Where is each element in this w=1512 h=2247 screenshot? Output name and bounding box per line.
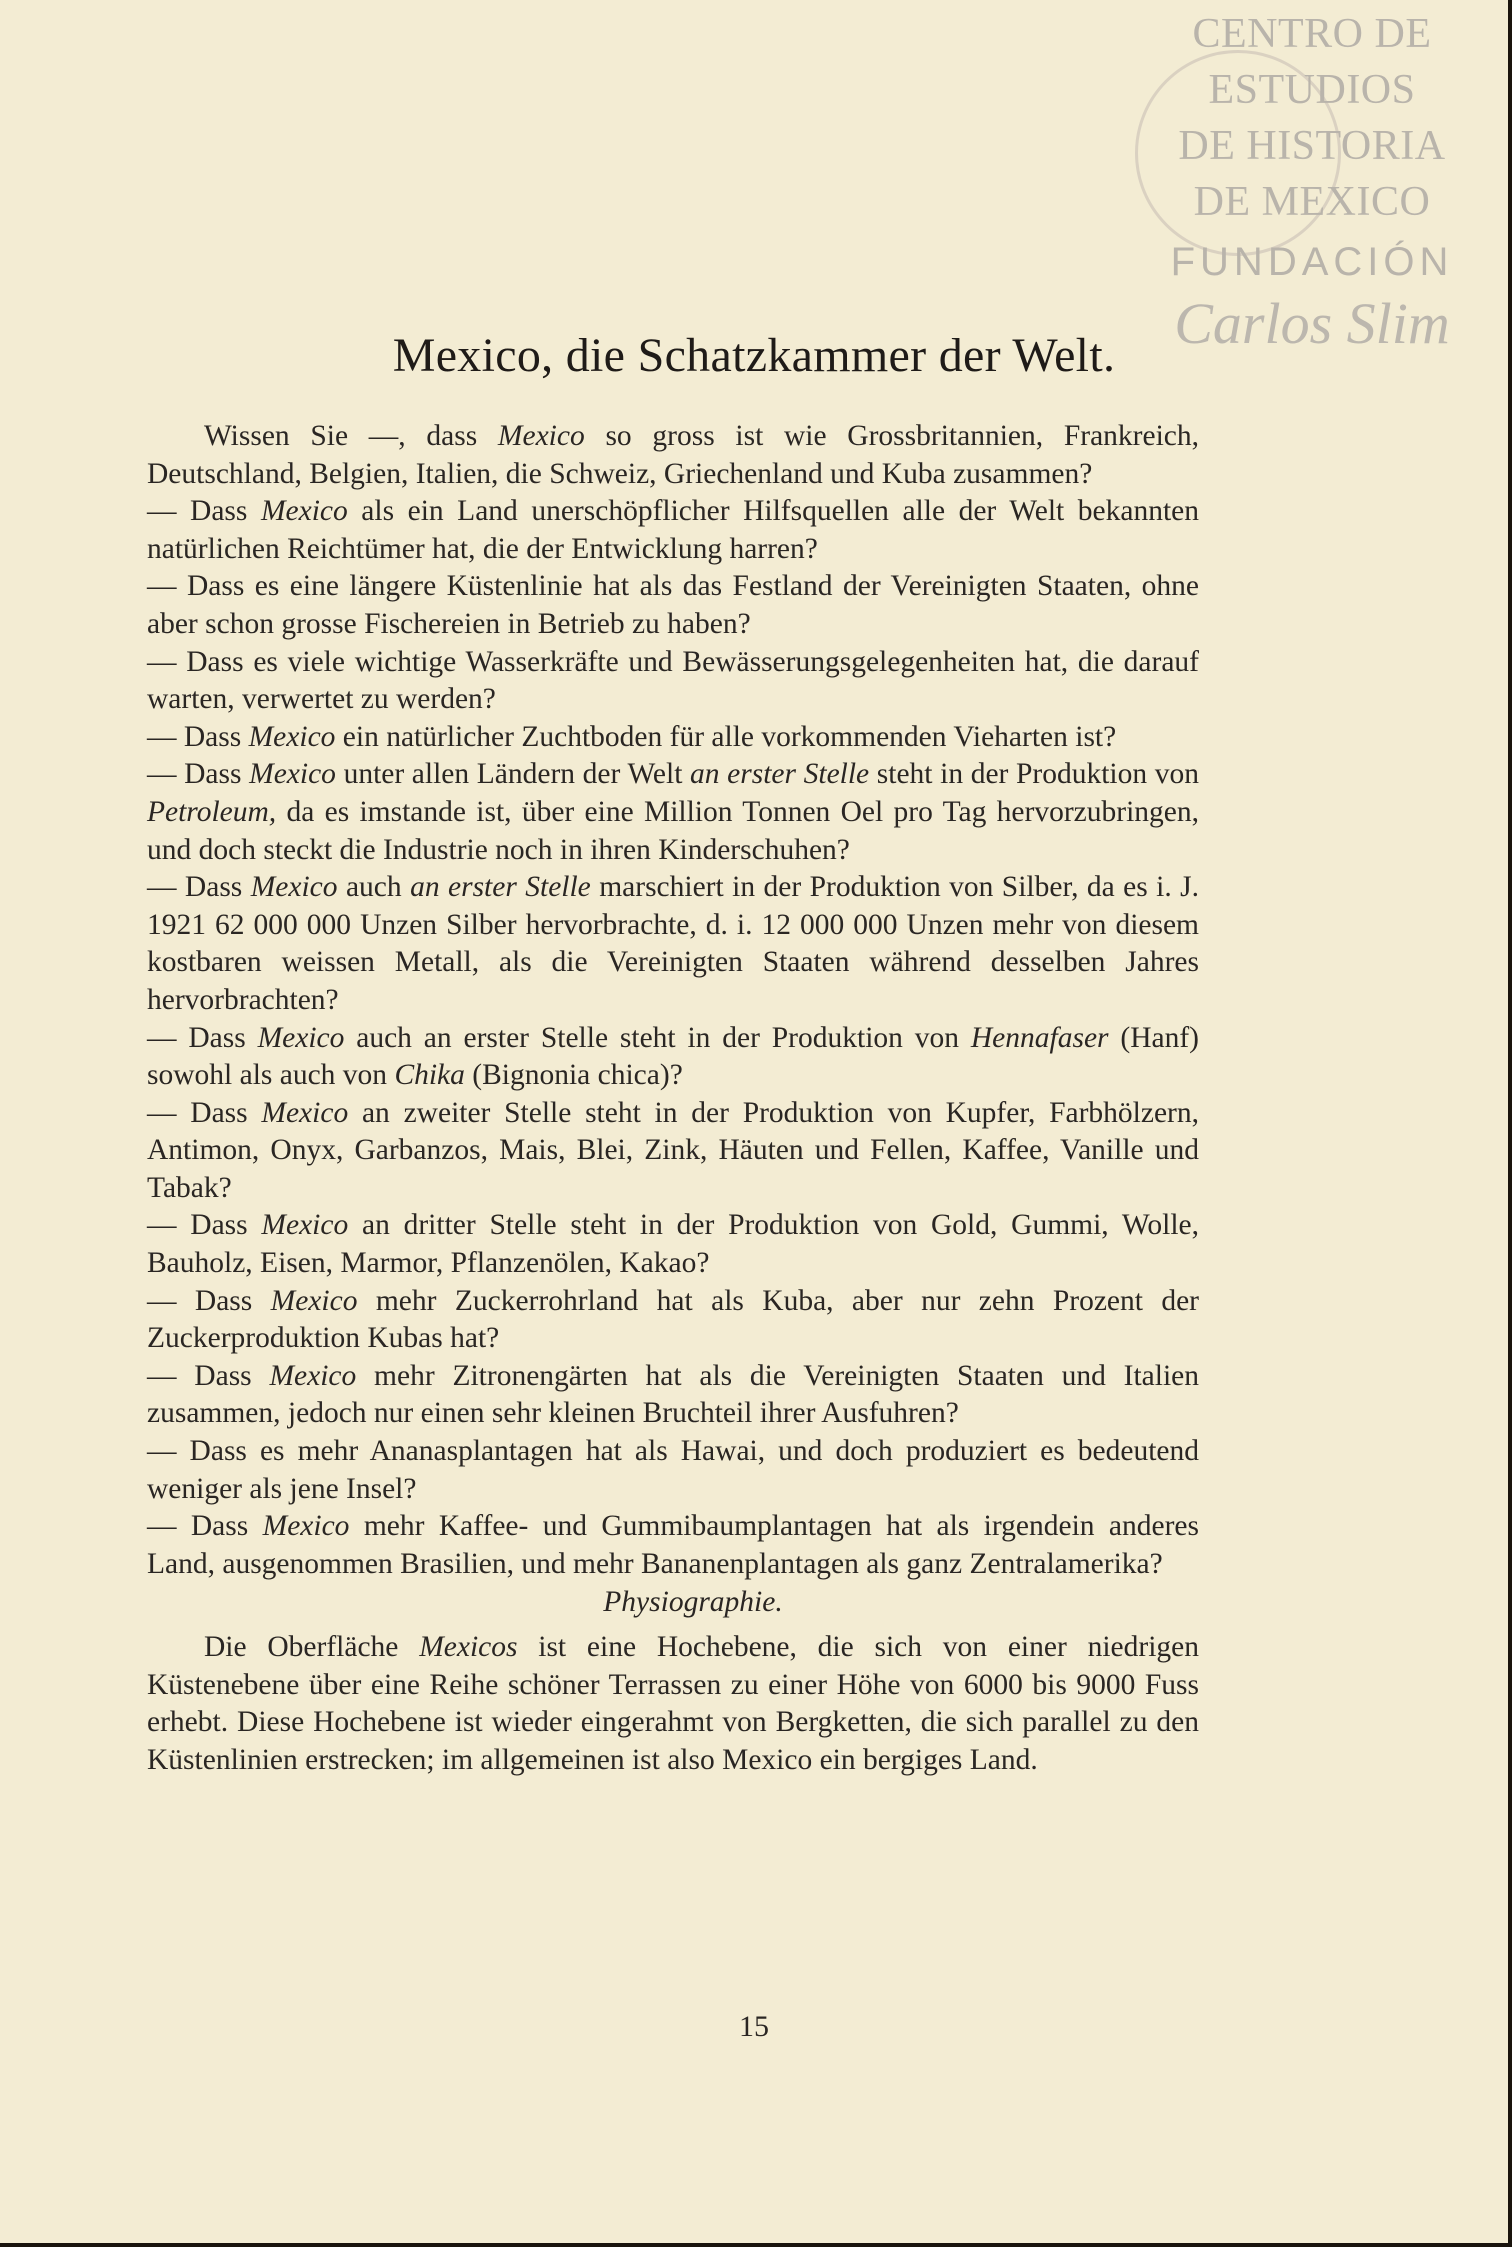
text-run: Physiographie. [603, 1586, 783, 1619]
italic-run: Mexico [250, 871, 338, 904]
text-run: auch [337, 871, 411, 904]
page-number: 15 [739, 2010, 769, 2043]
text-run: mehr Zuckerrohrland hat als Kuba, aber nur zehn Prozent der Zuckerproduktion Kubas hat? [147, 1284, 1200, 1355]
text-run: ist eine Hochebene, die sich von einer niedrigen Küstenebene über eine Reihe schöner Terrassen zu einer Höhe von 6000 bis 9000 Fuss erhebt. Diese Hochebene ist wieder eingerahmt von Bergketten, die sich parallel zu den Küstenlinien erstrecken; im allgemeinen ist also Mexico ein bergiges Land. [147, 1631, 1199, 1776]
text-run: da es imstande ist, über eine Million Tonnen Oel pro Tag hervorzubringen, und doch steckt die Industrie noch in ihren Kinderschuhen? [147, 795, 1199, 866]
page-title: Mexico, die Schatzkammer der Welt. [392, 329, 1116, 382]
text-run: (Bignonia chica)? [464, 1059, 683, 1092]
italic-run: Petroleum, [147, 795, 277, 828]
paragraph [147, 1629, 1199, 1779]
text-run: — Dass [147, 1359, 270, 1392]
italic-run: Mexico [248, 720, 336, 753]
paragraph [147, 644, 1199, 719]
text-run: an zweiter Stelle steht in der Produktion von Kupfer, Farbhölzern, Antimon, Onyx, Garbanzos, Mais, Blei, Zink, Häuten und Fellen, Kaffee, Vanille und Tabak? [147, 1096, 1200, 1204]
text-run: — Dass [147, 720, 249, 753]
italic-run: Hennafaser [970, 1021, 1109, 1054]
text-run: — Dass [147, 871, 251, 904]
text-run: — Dass es eine längere Küstenlinie hat als das Festland der Vereinigten Staaten, ohne aber schon grosse Fischereien in Betrieb zu haben? [147, 570, 1199, 640]
paragraph [147, 1358, 1199, 1433]
paragraph [147, 756, 1199, 869]
text-run: unter allen Ländern der Welt [335, 758, 691, 791]
paragraph [147, 493, 1199, 568]
italic-run: Mexico [269, 1359, 357, 1392]
paragraph [147, 1095, 1199, 1208]
paragraph [147, 418, 1199, 493]
paragraph [147, 1020, 1199, 1095]
watermark-line: DE HISTORIA [1178, 123, 1446, 169]
italic-run: Chika [394, 1059, 465, 1092]
text-run: mehr Kaffee- und Gummibaumplantagen hat als irgendein anderes Land, ausgenommen Brasilien, und mehr Bananenplantagen als ganz Zentralamerika? [147, 1510, 1199, 1580]
text-run: — Dass es mehr Ananasplantagen hat als Hawai, und doch produziert es bedeutend weniger als jene Insel? [147, 1435, 1199, 1505]
paragraph [147, 1508, 1199, 1583]
text-run: — Dass [147, 1021, 258, 1054]
italic-run: Mexico [261, 1096, 349, 1129]
text-run: — Dass [147, 758, 250, 791]
text-run: — Dass [147, 1510, 263, 1543]
watermark-line: DE MEXICO [1193, 179, 1431, 225]
italic-run: Mexico [249, 758, 336, 791]
italic-run: Mexico [261, 1209, 349, 1242]
italic-run: Mexico [497, 420, 585, 452]
watermark-line: CENTRO DE [1192, 11, 1432, 57]
text-run: — Dass [147, 1284, 271, 1317]
italic-run: an erster Stelle [690, 758, 870, 791]
watermark-signature: Carlos Slim [1174, 291, 1450, 356]
paragraph [147, 869, 1199, 1019]
text-run: mehr Zitronengärten hat als die Vereinigten Staaten und Italien zusammen, jedoch nur einen sehr kleinen Bruchteil ihrer Ausfuhren? [147, 1359, 1200, 1430]
text-run: (Hanf) sowohl als auch von [147, 1021, 1200, 1092]
text-run: — Dass es viele wichtige Wasserkräfte und Bewässerungsgelegenheiten hat, die darauf warten, verwertet zu werden? [147, 645, 1199, 716]
italic-run: Mexico [257, 1021, 345, 1054]
paragraph [147, 1283, 1199, 1358]
text-run: — Dass [147, 495, 261, 528]
paragraph [147, 719, 1199, 757]
section-heading [147, 1583, 1199, 1629]
text-run: Wissen Sie —, dass [204, 420, 498, 452]
paragraph [147, 568, 1199, 643]
text-run: an dritter Stelle steht in der Produktion von Gold, Gummi, Wolle, Bauholz, Eisen, Marmor, Pflanzenölen, Kakao? [147, 1209, 1199, 1280]
italic-run: Mexicos [419, 1631, 518, 1663]
italic-run: Mexico [270, 1284, 358, 1317]
text-run: — Dass [147, 1209, 262, 1242]
text-run: als ein Land unerschöpflicher Hilfsquellen alle der Welt bekannten natürlichen Reichtümer hat, die der Entwicklung harren? [147, 495, 1199, 565]
text-run: auch an erster Stelle steht in der Produktion von [344, 1021, 971, 1054]
text-run: ein natürlicher Zuchtboden für alle vorkommenden Vieharten ist? [335, 720, 1117, 753]
text-run: Die Oberfläche [204, 1631, 420, 1663]
watermark-line: ESTUDIOS [1208, 67, 1416, 113]
italic-run: an erster Stelle [410, 871, 591, 904]
text-run: marschiert in der Produktion von Silber, da es i. J. 1921 62 000 000 Unzen Silber hervorbrachte, d. i. 12 000 000 Unzen mehr von diesem kostbaren weissen Metall, als die Vereinigten Staaten während desselben Jahres hervorbrachten? [147, 871, 1200, 1016]
text-run: so gross ist wie Grossbritannien, Frankreich, Deutschland, Belgien, Italien, die Schweiz, Griechenland und Kuba zusammen? [147, 420, 1199, 490]
text-run: — Dass [147, 1096, 262, 1129]
body-text [147, 418, 1199, 1779]
italic-run: Mexico [262, 1510, 350, 1543]
paragraph [147, 1207, 1199, 1282]
watermark-foundation: FUNDACIÓN [1170, 240, 1454, 284]
italic-run: Mexico [260, 495, 348, 528]
archive-watermark [1152, 6, 1472, 356]
paragraph [147, 1433, 1199, 1508]
text-run: steht in der Produktion von [869, 758, 1200, 791]
